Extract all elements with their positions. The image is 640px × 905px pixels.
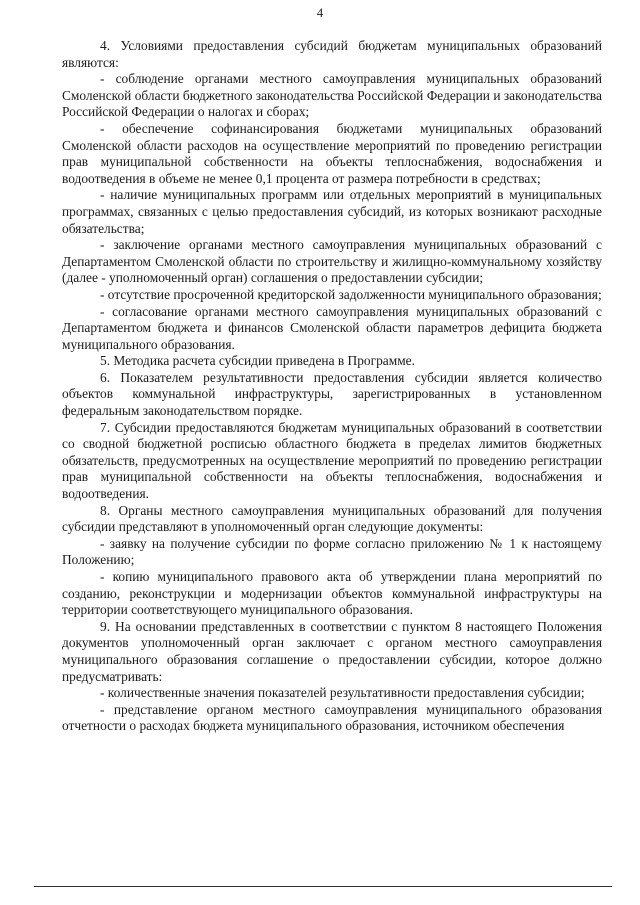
paragraph-4-condition-programs: - наличие муниципальных программ или отдельных мероприятий в муниципальных программах, связанных с целью предоставления субсидий, из которых возникают расходные обязательства; — [62, 187, 602, 236]
paragraph-9-term-reporting: - представление органом местного самоуправления муниципального образования отчетности о расходах бюджета муниципального образования, источником обеспечения — [62, 701, 602, 734]
footer-divider — [34, 886, 612, 887]
paragraph-8-document-legal-act: - копию муниципального правового акта об утверждении плана мероприятий по созданию, реконструкции и модернизации объектов коммунальной инфраструктуры на территории соответствующего муниципального образования. — [62, 569, 602, 618]
page-number: 4 — [316, 6, 324, 20]
paragraph-4-condition-budget-law: - соблюдение органами местного самоуправления муниципальных образований Смоленской области бюджетного законодательства Российской Федерации и законодательства Российской Федерации о налогах и сборах; — [62, 71, 602, 120]
paragraph-6: 6. Показателем результативности предоставления субсидии является количество объектов коммунальной инфраструктуры, зарегистрированных в установленном федеральным законодательством порядке. — [62, 369, 602, 419]
paragraph-4-condition-agreement: - заключение органами местного самоуправления муниципальных образований с Департаментом Смоленской области по строительству и жилищно-коммунальному хозяйству (далее - уполномоченный орган) соглашения о предоставлении субсидии; — [62, 237, 602, 286]
paragraph-4-condition-deficit: - согласование органами местного самоуправления муниципальных образований с Департаментом бюджета и финансов Смоленской области параметров дефицита бюджета муниципального образования. — [62, 303, 602, 352]
paragraph-4-condition-no-debt: - отсутствие просроченной кредиторской задолженности муниципального образования; — [100, 286, 602, 302]
paragraph-5: 5. Методика расчета субсидии приведена в Программе. — [100, 353, 415, 369]
paragraph-4-condition-cofinancing: - обеспечение софинансирования бюджетами муниципальных образований Смоленской области расходов на осуществление мероприятий по проведению регистрации прав муниципальной собственности на объекты теплоснабжения, водоснабжения и водоотведения в объеме не менее 0,1 процента от размера потребности в средствах; — [62, 120, 602, 186]
paragraph-9-term-indicators: - количественные значения показателей результативности предоставления субсидии; — [100, 685, 585, 701]
paragraph-4: 4. Условиями предоставления субсидий бюджетам муниципальных образований являются: — [62, 38, 602, 70]
paragraph-7: 7. Субсидии предоставляются бюджетам муниципальных образований в соответствии со сводной бюджетной росписью областного бюджета в пределах лимитов бюджетных обязательств, предусмотренных на осуществление мероприятий по проведению регистрации прав муниципальной собственности на объекты теплоснабжения, водоснабжения и водоотведения. — [62, 419, 602, 502]
document-body — [62, 38, 602, 735]
paragraph-8: 8. Органы местного самоуправления муниципальных образований для получения субсидии представляют в уполномоченный орган следующие документы: — [62, 502, 602, 535]
paragraph-8-document-application: - заявку на получение субсидии по форме согласно приложению № 1 к настоящему Положению; — [62, 535, 602, 568]
paragraph-9: 9. На основании представленных в соответствии с пунктом 8 настоящего Положения документов уполномоченный орган заключает с органом местного самоуправления муниципального образования соглашение о предоставлении субсидии, которое должно предусматривать: — [62, 618, 602, 684]
